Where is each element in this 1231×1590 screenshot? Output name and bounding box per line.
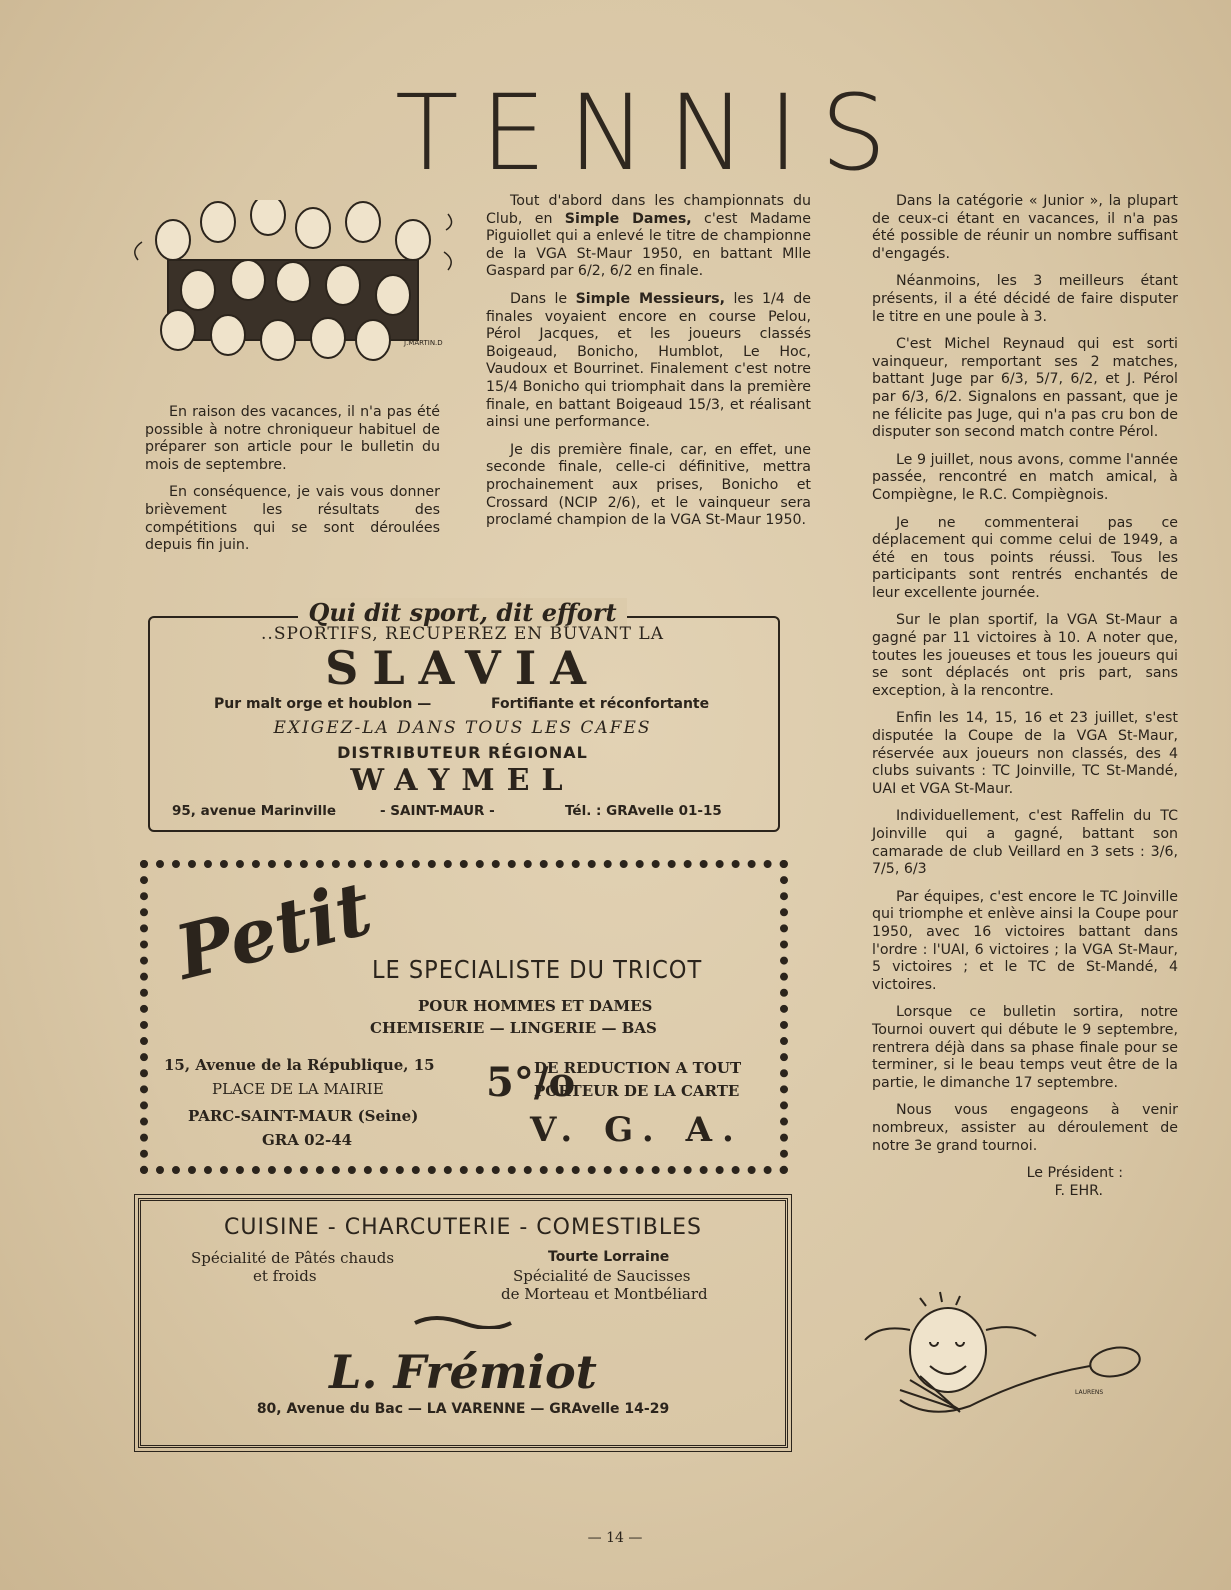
emphasis: Simple Messieurs, — [575, 290, 726, 307]
paragraph: Je ne commenterai pas ce déplacement qui comme celui de 1949, a été en tous points réussi. Tous les participants sont rentrés enchantés de leur excellente journée. — [872, 514, 1178, 601]
ad-address-city: - SAINT-MAUR - — [380, 803, 495, 819]
paragraph: Individuellement, c'est Raffelin du TC Joinville qui a gagné, battant son camarade de club Veillard en 3 sets : 3/6, 7/5, 6/3 — [872, 808, 1178, 878]
ad-line: EXIGEZ-LA DANS TOUS LES CAFES — [273, 718, 652, 738]
ad-line: DE REDUCTION A TOUT — [534, 1059, 742, 1077]
paragraph: Enfin les 14, 15, 16 et 23 juillet, s'est disputée la Coupe de la VGA St-Maur, réservée aux joueurs non classés, des 4 clubs suivants : TC Joinville, TC St-Mandé, UAI et VGA St-Maur. — [872, 710, 1178, 797]
paragraph: Néanmoins, les 3 meilleurs étant présents, il a été décidé de faire disputer le titre en une poule à 3. — [872, 273, 1178, 325]
paragraph: Sur le plan sportif, la VGA St-Maur a gagné par 11 victoires à 10. A noter que, toutes les joueuses et tous les joueurs qui se sont déplacés ont pris part, sans exception, à la rencontre. — [872, 612, 1178, 699]
ad-distributor: WAYMEL — [350, 763, 575, 798]
ad-phone: GRA 02-44 — [262, 1131, 353, 1149]
ad-headline-text: Qui dit sport, dit effort — [298, 598, 626, 627]
ad-discount: 5°/o — [486, 1059, 576, 1106]
ad-brand: SLAVIA — [325, 641, 600, 695]
paragraph — [486, 291, 811, 432]
emphasis: Simple Dames, — [564, 210, 692, 227]
article-column-2 — [486, 193, 811, 540]
fremiot-advertisement — [138, 1198, 788, 1448]
text-run: Tout d'abord dans les championnats du Club, en — [486, 193, 811, 227]
paragraph: Nous vous engageons à venir nombreux, assister au déroulement de notre 3e grand tournoi. — [872, 1102, 1178, 1154]
paragraph: Par équipes, c'est encore le TC Joinville qui triomphe et enlève ainsi la Coupe pour 1950, avec 16 victoires battant dans l'ordre : l'UAI, 6 victoires ; la VGA St-Maur, 5 victoires ; et le TC de St-Mandé, 4 victoires. — [872, 888, 1178, 993]
paragraph — [486, 193, 811, 281]
article-column-3 — [872, 193, 1178, 1200]
ad-address: PLACE DE LA MAIRIE — [212, 1080, 384, 1098]
paragraph: C'est Michel Reynaud qui est sorti vainqueur, remportant ses 2 matches, battant Juge par 6/3, 5/7, 6/2, et J. Pérol par 6/3, 6/2. Signalons en passant, que je ne félicite pas Juge, qui n'a pas cru bon de disputer son second match contre Pérol. — [872, 336, 1178, 441]
ad-line: et froids — [253, 1267, 317, 1285]
text-run: c'est Madame Piguiollet qui a enlevé le titre de championne de la VGA St-Maur 1950, en battant Mlle Gaspard par 6/2, 6/2 en finale. — [486, 210, 811, 280]
ad-line: POUR HOMMES ET DAMES — [418, 997, 653, 1015]
ad-headline — [140, 598, 785, 627]
paragraph: Je dis première finale, car, en effet, une seconde finale, celle-ci définitive, mettra prochainement aux prises, Bonicho et Crossard (NCIP 2/6), et le vainqueur sera proclamé champion de la VGA St-Maur 1950. — [486, 441, 811, 529]
paragraph: En raison des vacances, il n'a pas été possible à notre chroniqueur habituel de préparer son article pour le bulletin du mois de septembre. — [145, 404, 440, 473]
tennis-player-illustration — [860, 1280, 1160, 1430]
text-run: Dans le — [510, 290, 576, 307]
paragraph: Dans la catégorie « Junior », la plupart de ceux-ci étant en vacances, il n'a pas été possible de réunir un nombre suffisant d'engagés. — [872, 193, 1178, 262]
text-run: les 1/4 de finales voyaient encore en course Pelou, Pérol Jacques, et les joueurs classés Boigeaud, Bonicho, Humblot, Le Hoc, Vaudoux et Bourrinet. Finalement c'est notre 15/4 Bonicho qui triomphait dans la première finale, en battant Boigeaud 15/3, et réalisant ainsi une performance. — [486, 290, 811, 431]
ad-address: PARC-SAINT-MAUR (Seine) — [188, 1107, 419, 1125]
paragraph: Le 9 juillet, nous avons, comme l'année passée, rencontré en match amical, à Compiègne, le R.C. Compiègnois. — [872, 451, 1178, 503]
signature — [872, 1165, 1178, 1200]
paragraph: Lorsque ce bulletin sortira, notre Tournoi ouvert qui débute le 9 septembre, rentrera déjà dans sa phase finale pour se terminer, si le beau temps veut être de la partie, le dimanche 17 septembre. — [872, 1004, 1178, 1091]
ad-tagline-b: Fortifiante et réconfortante — [491, 696, 710, 712]
paragraph: En conséquence, je vais vous donner brièvement les résultats des compétitions qui se sont déroulées depuis fin juin. — [145, 484, 440, 554]
ad-address: 15, Avenue de la République, 15 — [164, 1056, 435, 1074]
ad-line: DISTRIBUTEUR RÉGIONAL — [337, 743, 588, 762]
ad-line: ..SPORTIFS, RECUPEREZ EN BUVANT LA — [261, 624, 664, 644]
ad-address-street: 95, avenue Marinville — [172, 803, 337, 819]
signature-name: F. EHR. — [1054, 1182, 1103, 1199]
ad-line: Spécialité de Pâtés chauds — [191, 1249, 395, 1267]
tennis-player-illustration-signature: LAURENS — [1075, 1389, 1104, 1396]
ad-line: de Morteau et Montbéliard — [501, 1285, 708, 1303]
ad-line: Tourte Lorraine — [548, 1249, 670, 1265]
page-title: TENNIS — [395, 72, 909, 194]
ad-club: V. G. A. — [530, 1110, 744, 1150]
ad-address: 80, Avenue du Bac — LA VARENNE — GRAvelle 14-29 — [256, 1401, 670, 1417]
page-number: — 14 — — [587, 1530, 643, 1546]
ad-specialty: LE SPECIALISTE DU TRICOT — [372, 955, 703, 984]
article-column-1 — [145, 404, 440, 565]
ad-heading: CUISINE - CHARCUTERIE - COMESTIBLES — [224, 1215, 702, 1240]
crowd-illustration-signature: J.MARTIN.D — [404, 339, 443, 347]
ad-tagline-a: Pur malt orge et houblon — — [214, 696, 432, 712]
ad-address-phone: Tél. : GRAvelle 01-15 — [565, 803, 722, 819]
ad-line: PORTEUR DE LA CARTE — [534, 1082, 740, 1100]
ad-logo: Petit — [167, 865, 380, 997]
ad-brand: L. Frémiot — [329, 1345, 597, 1399]
crowd-illustration — [128, 200, 458, 375]
signature-role: Le Président : — [1026, 1165, 1123, 1182]
ad-line: CHEMISERIE — LINGERIE — BAS — [370, 1019, 657, 1037]
ad-line: Spécialité de Saucisses — [513, 1267, 691, 1285]
petit-advertisement — [140, 860, 788, 1174]
slavia-advertisement — [140, 598, 785, 836]
ad-divider — [413, 1313, 513, 1329]
